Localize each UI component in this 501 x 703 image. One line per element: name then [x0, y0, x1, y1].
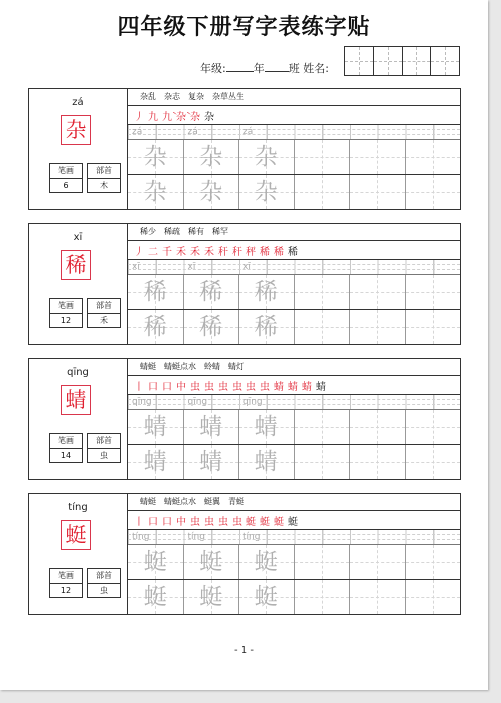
stroke-step: 蜓 [246, 516, 256, 528]
example-words [128, 494, 460, 511]
trace-character: 稀 [254, 279, 278, 305]
writing-cell[interactable] [184, 580, 240, 614]
trace-character: 蜻 [143, 449, 167, 475]
stroke-step: 口 [162, 381, 172, 393]
stroke-count-label: 笔画 [50, 569, 82, 584]
trace-character: 稀 [199, 279, 223, 305]
trace-character: 稀 [143, 314, 167, 340]
trace-character: 杂 [254, 144, 278, 170]
stroke-count-label: 笔画 [50, 299, 82, 314]
writing-grid-row [128, 275, 460, 310]
writing-cell[interactable] [239, 445, 295, 479]
character-block [28, 358, 461, 480]
writing-cell[interactable] [406, 545, 461, 579]
radical-box [87, 568, 121, 598]
pinyin-practice-row[interactable] [128, 125, 460, 140]
stroke-step: 虫 [204, 381, 214, 393]
writing-cell[interactable] [406, 175, 461, 209]
stroke-step: 虫 [204, 516, 214, 528]
trace-character: 杂 [143, 179, 167, 205]
writing-cell[interactable] [295, 140, 351, 174]
stroke-step: 虫 [260, 381, 270, 393]
trace-character: 蜓 [143, 549, 167, 575]
class-blank[interactable] [265, 61, 289, 72]
stroke-step: 虫 [232, 381, 242, 393]
radical-value: 虫 [100, 451, 108, 460]
writing-cell[interactable] [295, 410, 351, 444]
stroke-order-row [128, 511, 460, 530]
writing-cell[interactable] [128, 140, 184, 174]
stroke-count-box [49, 298, 83, 328]
writing-cell[interactable] [239, 310, 295, 344]
stroke-count-value: 12 [60, 316, 72, 325]
example-word: 蜻蜓 [140, 362, 156, 371]
writing-cell[interactable] [406, 445, 461, 479]
character-info-panel [29, 224, 128, 344]
name-label: 姓名: [303, 62, 329, 75]
writing-cell[interactable] [128, 580, 184, 614]
example-word: 青蜓 [228, 497, 244, 506]
stroke-count-value: 12 [60, 586, 72, 595]
stroke-step: 秆 [232, 246, 242, 258]
example-word: 杂草丛生 [212, 92, 244, 101]
stroke-step: 杂 [204, 111, 214, 123]
trace-character: 蜻 [254, 449, 278, 475]
model-character: 蜻 [61, 385, 91, 415]
writing-grid-row [128, 445, 460, 479]
character-info-panel [29, 494, 128, 614]
example-word: 蜻蜓点水 [164, 362, 196, 371]
writing-cell[interactable] [239, 275, 295, 309]
stroke-step: 虫 [232, 516, 242, 528]
student-info-line [200, 60, 329, 76]
stroke-order-row [128, 241, 460, 260]
name-cell[interactable] [403, 47, 432, 75]
writing-cell[interactable] [350, 445, 406, 479]
stroke-step: 蜻 [274, 381, 284, 393]
example-word: 稀有 [188, 227, 204, 236]
writing-grid-row [128, 580, 460, 614]
writing-grid-row [128, 140, 460, 175]
writing-cell[interactable] [184, 310, 240, 344]
year-label: 年 [253, 62, 265, 75]
example-word: 稀疏 [164, 227, 180, 236]
pinyin-trace: xī [243, 262, 251, 272]
writing-cell[interactable] [295, 275, 351, 309]
pinyin-practice-row[interactable] [128, 260, 460, 275]
trace-character: 蜓 [143, 584, 167, 610]
writing-cell[interactable] [406, 310, 461, 344]
stroke-step: 丨 [134, 516, 144, 528]
writing-cell[interactable] [350, 310, 406, 344]
writing-cell[interactable] [295, 545, 351, 579]
writing-cell[interactable] [406, 140, 461, 174]
pinyin-trace: tíng [243, 532, 261, 542]
stroke-step: 口 [148, 516, 158, 528]
writing-cell[interactable] [295, 445, 351, 479]
grade-label: 年级: [200, 62, 226, 75]
example-words [128, 359, 460, 376]
radical-box [87, 298, 121, 328]
stroke-step: 蜻 [288, 381, 298, 393]
stroke-step: 虫 [246, 381, 256, 393]
stroke-step: 口 [162, 516, 172, 528]
writing-cell[interactable] [184, 140, 240, 174]
stroke-count-label: 笔画 [50, 164, 82, 179]
radical-label: 部首 [88, 164, 120, 179]
trace-character: 稀 [143, 279, 167, 305]
radical-label: 部首 [88, 569, 120, 584]
writing-cell[interactable] [239, 410, 295, 444]
stroke-step: 中 [176, 516, 186, 528]
stroke-step: 禾 [176, 246, 186, 258]
writing-cell[interactable] [350, 175, 406, 209]
writing-cell[interactable] [128, 445, 184, 479]
writing-cell[interactable] [239, 580, 295, 614]
writing-cell[interactable] [128, 545, 184, 579]
stroke-count-label: 笔画 [50, 434, 82, 449]
name-writing-grid[interactable] [344, 46, 460, 76]
stroke-step: 虫 [190, 516, 200, 528]
writing-cell[interactable] [184, 410, 240, 444]
model-character: 稀 [61, 250, 91, 280]
stroke-step: 二 [148, 246, 158, 258]
trace-character: 蜓 [254, 584, 278, 610]
writing-grid-row [128, 175, 460, 209]
example-word: 蛉蜻 [204, 362, 220, 371]
example-word: 蜓翼 [204, 497, 220, 506]
writing-cell[interactable] [406, 410, 461, 444]
character-block [28, 88, 461, 210]
radical-label: 部首 [88, 299, 120, 314]
writing-cell[interactable] [128, 410, 184, 444]
grade-blank[interactable] [226, 61, 254, 72]
example-word: 蜻蜓 [140, 497, 156, 506]
writing-cell[interactable] [295, 175, 351, 209]
model-character: 蜓 [61, 520, 91, 550]
character-block [28, 493, 461, 615]
stroke-step: 杂 [190, 111, 200, 123]
radical-value: 木 [100, 181, 108, 190]
example-word: 杂志 [164, 92, 180, 101]
example-word: 复杂 [188, 92, 204, 101]
stroke-step: 蜻 [302, 381, 312, 393]
name-cell[interactable] [345, 47, 374, 75]
stroke-count-value: 6 [63, 181, 69, 190]
stroke-step: 稀 [260, 246, 270, 258]
stroke-step: 虫 [218, 381, 228, 393]
stroke-count-box [49, 433, 83, 463]
writing-cell[interactable] [184, 545, 240, 579]
stroke-step: 丨 [134, 381, 144, 393]
trace-character: 蜻 [199, 449, 223, 475]
trace-character: 蜻 [254, 414, 278, 440]
stroke-step: 秆 [218, 246, 228, 258]
stroke-step: 虫 [190, 381, 200, 393]
page-number: - 1 - [234, 645, 254, 656]
writing-grid-row [128, 545, 460, 580]
character-block [28, 223, 461, 345]
writing-cell[interactable] [350, 410, 406, 444]
pinyin-trace: tíng [187, 532, 205, 542]
stroke-step: 蜓 [260, 516, 270, 528]
example-words [128, 89, 460, 106]
radical-value: 禾 [100, 316, 108, 325]
pinyin-label: qīng [67, 367, 89, 378]
pinyin-trace: zá [243, 127, 254, 137]
name-cell[interactable] [431, 47, 459, 75]
class-label: 班 [288, 62, 300, 75]
pinyin-trace: xī [187, 262, 196, 272]
pinyin-trace: xī [132, 262, 140, 272]
character-info-panel [29, 359, 128, 479]
stroke-step: 丿 [134, 246, 144, 258]
stroke-step: 丿 [134, 111, 144, 123]
writing-cell[interactable] [184, 175, 240, 209]
example-word: 蜻灯 [228, 362, 244, 371]
example-word: 稀罕 [212, 227, 228, 236]
model-character: 杂 [61, 115, 91, 145]
stroke-step: 秤 [246, 246, 256, 258]
trace-character: 杂 [199, 144, 223, 170]
pinyin-trace: zá [132, 127, 143, 137]
stroke-step: 禾 [204, 246, 214, 258]
radical-box [87, 163, 121, 193]
pinyin-label: tíng [68, 502, 88, 513]
stroke-step: 蜓 [288, 516, 298, 528]
pinyin-label: zá [72, 97, 84, 108]
trace-character: 杂 [254, 179, 278, 205]
trace-character: 杂 [199, 179, 223, 205]
stroke-step: 九 [148, 111, 158, 123]
stroke-count-box [49, 568, 83, 598]
writing-cell[interactable] [350, 275, 406, 309]
writing-cell[interactable] [295, 310, 351, 344]
writing-cell[interactable] [128, 310, 184, 344]
stroke-step: 稀 [288, 246, 298, 258]
trace-character: 稀 [199, 314, 223, 340]
example-words [128, 224, 460, 241]
stroke-step: 虫 [218, 516, 228, 528]
page-title: 四年级下册写字表练字贴 [117, 15, 371, 40]
writing-cell[interactable] [184, 445, 240, 479]
pinyin-trace: qīng [187, 397, 208, 407]
stroke-step: 口 [148, 381, 158, 393]
stroke-count-value: 14 [60, 451, 72, 460]
stroke-step: 稀 [274, 246, 284, 258]
stroke-step: 中 [176, 381, 186, 393]
writing-grid-row [128, 410, 460, 445]
example-word: 蜻蜓点水 [164, 497, 196, 506]
writing-cell[interactable] [295, 580, 351, 614]
pinyin-trace: qīng [132, 397, 152, 407]
stroke-step: 杂̀ [176, 111, 186, 123]
stroke-count-box [49, 163, 83, 193]
trace-character: 蜓 [254, 549, 278, 575]
trace-character: 蜻 [143, 414, 167, 440]
writing-cell[interactable] [128, 175, 184, 209]
stroke-step: 九̀ [162, 111, 172, 123]
radical-label: 部首 [88, 434, 120, 449]
trace-character: 稀 [254, 314, 278, 340]
trace-character: 杂 [143, 144, 167, 170]
writing-cell[interactable] [239, 140, 295, 174]
writing-cell[interactable] [406, 580, 461, 614]
pinyin-trace: tíng [132, 532, 150, 542]
stroke-order-row [128, 376, 460, 395]
radical-value: 虫 [100, 586, 108, 595]
pinyin-practice-row[interactable] [128, 395, 460, 410]
stroke-step: 蜻 [316, 381, 326, 393]
example-word: 杂乱 [140, 92, 156, 101]
writing-cell[interactable] [128, 275, 184, 309]
trace-character: 蜻 [199, 414, 223, 440]
example-word: 稀少 [140, 227, 156, 236]
writing-cell[interactable] [184, 275, 240, 309]
stroke-step: 蜓 [274, 516, 284, 528]
stroke-step: 千 [162, 246, 172, 258]
trace-character: 蜓 [199, 549, 223, 575]
pinyin-practice-row[interactable] [128, 530, 460, 545]
stroke-order-row [128, 106, 460, 125]
pinyin-label: xī [73, 232, 83, 243]
writing-cell[interactable] [350, 140, 406, 174]
writing-cell[interactable] [239, 175, 295, 209]
writing-cell[interactable] [350, 580, 406, 614]
pinyin-trace: zá [187, 127, 198, 137]
radical-box [87, 433, 121, 463]
pinyin-trace: qīng [243, 397, 263, 407]
writing-grid-row [128, 310, 460, 344]
stroke-step: 禾 [190, 246, 200, 258]
writing-cell[interactable] [239, 545, 295, 579]
character-info-panel [29, 89, 128, 209]
trace-character: 蜓 [199, 584, 223, 610]
writing-cell[interactable] [350, 545, 406, 579]
name-cell[interactable] [374, 47, 403, 75]
writing-cell[interactable] [406, 275, 461, 309]
